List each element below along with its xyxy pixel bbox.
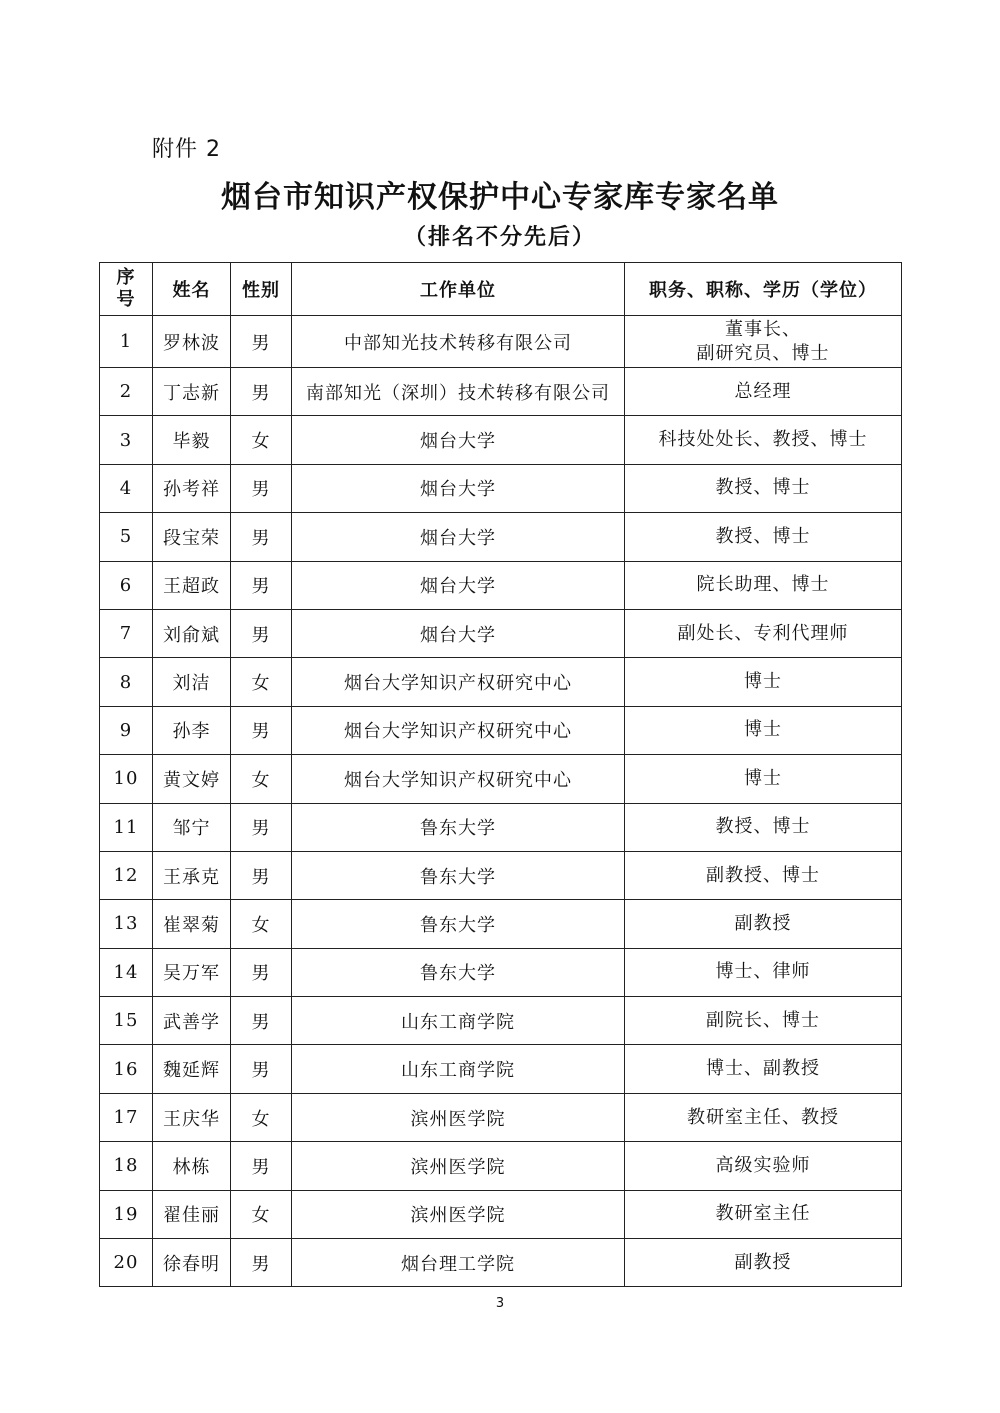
name-cell: 孙李 (153, 706, 231, 754)
name-cell: 崔翠菊 (153, 900, 231, 948)
title-cell: 副处长、专利代理师 (625, 609, 902, 657)
gender-cell: 女 (231, 416, 292, 464)
workplace-cell: 滨州医学院 (292, 1190, 625, 1238)
name-cell: 刘俞斌 (153, 609, 231, 657)
table-row (100, 1239, 902, 1287)
seq-cell: 5 (100, 513, 153, 561)
title-cell: 教授、博士 (625, 513, 902, 561)
seq-cell: 14 (100, 948, 153, 996)
title-cell: 博士 (625, 706, 902, 754)
gender-cell: 男 (231, 316, 292, 368)
title-cell: 博士、律师 (625, 948, 902, 996)
seq-cell: 17 (100, 1093, 153, 1141)
table-row (100, 316, 902, 368)
workplace-cell: 滨州医学院 (292, 1093, 625, 1141)
name-cell: 黄文婷 (153, 755, 231, 803)
title-cell: 高级实验师 (625, 1142, 902, 1190)
gender-cell: 男 (231, 997, 292, 1045)
gender-cell: 女 (231, 658, 292, 706)
table-row (100, 368, 902, 416)
table-row (100, 416, 902, 464)
header-title: 职务、职称、学历（学位） (625, 263, 902, 316)
table-row (100, 561, 902, 609)
seq-cell: 12 (100, 851, 153, 899)
title-cell: 教授、博士 (625, 803, 902, 851)
name-cell: 王承克 (153, 851, 231, 899)
workplace-cell: 鲁东大学 (292, 948, 625, 996)
table-body (100, 316, 902, 1287)
seq-cell: 3 (100, 416, 153, 464)
table-row (100, 706, 902, 754)
gender-cell: 男 (231, 464, 292, 512)
gender-cell: 男 (231, 803, 292, 851)
header-workplace: 工作单位 (292, 263, 625, 316)
seq-cell: 15 (100, 997, 153, 1045)
table-row (100, 1142, 902, 1190)
name-cell: 武善学 (153, 997, 231, 1045)
title-cell: 科技处处长、教授、博士 (625, 416, 902, 464)
name-cell: 刘洁 (153, 658, 231, 706)
title-cell: 教研室主任 (625, 1190, 902, 1238)
seq-cell: 8 (100, 658, 153, 706)
workplace-cell: 中部知光技术转移有限公司 (292, 316, 625, 368)
table-row (100, 1045, 902, 1093)
gender-cell: 男 (231, 948, 292, 996)
gender-cell: 女 (231, 900, 292, 948)
title-cell: 院长助理、博士 (625, 561, 902, 609)
title-cell: 博士 (625, 658, 902, 706)
table-row (100, 803, 902, 851)
title-cell: 副院长、博士 (625, 997, 902, 1045)
workplace-cell: 烟台大学 (292, 609, 625, 657)
workplace-cell: 鲁东大学 (292, 851, 625, 899)
workplace-cell: 滨州医学院 (292, 1142, 625, 1190)
name-cell: 徐春明 (153, 1239, 231, 1287)
table-row (100, 851, 902, 899)
table-header-row (100, 263, 902, 316)
name-cell: 翟佳丽 (153, 1190, 231, 1238)
header-gender: 性别 (231, 263, 292, 316)
title-cell: 教研室主任、教授 (625, 1093, 902, 1141)
gender-cell: 女 (231, 1093, 292, 1141)
table-row (100, 948, 902, 996)
seq-cell: 2 (100, 368, 153, 416)
name-cell: 毕毅 (153, 416, 231, 464)
name-cell: 王超政 (153, 561, 231, 609)
page-number: 3 (495, 1296, 505, 1311)
seq-cell: 4 (100, 464, 153, 512)
seq-cell: 7 (100, 609, 153, 657)
seq-cell: 19 (100, 1190, 153, 1238)
table-row (100, 658, 902, 706)
title-cell: 副教授、博士 (625, 851, 902, 899)
gender-cell: 男 (231, 609, 292, 657)
table-row (100, 1093, 902, 1141)
name-cell: 丁志新 (153, 368, 231, 416)
gender-cell: 女 (231, 1190, 292, 1238)
seq-cell: 18 (100, 1142, 153, 1190)
name-cell: 段宝荣 (153, 513, 231, 561)
gender-cell: 男 (231, 1239, 292, 1287)
gender-cell: 男 (231, 1045, 292, 1093)
workplace-cell: 烟台大学 (292, 416, 625, 464)
table-row (100, 1190, 902, 1238)
title-cell: 副教授 (625, 900, 902, 948)
title-cell: 博士、副教授 (625, 1045, 902, 1093)
workplace-cell: 山东工商学院 (292, 1045, 625, 1093)
gender-cell: 男 (231, 368, 292, 416)
table-row (100, 900, 902, 948)
title-cell: 董事长、 副研究员、博士 (625, 316, 902, 368)
name-cell: 王庆华 (153, 1093, 231, 1141)
workplace-cell: 烟台大学 (292, 513, 625, 561)
table-row (100, 997, 902, 1045)
workplace-cell: 南部知光（深圳）技术转移有限公司 (292, 368, 625, 416)
header-name: 姓名 (153, 263, 231, 316)
title-cell: 博士 (625, 755, 902, 803)
seq-cell: 11 (100, 803, 153, 851)
seq-cell: 20 (100, 1239, 153, 1287)
seq-cell: 16 (100, 1045, 153, 1093)
title-cell: 副教授 (625, 1239, 902, 1287)
workplace-cell: 烟台理工学院 (292, 1239, 625, 1287)
name-cell: 林栋 (153, 1142, 231, 1190)
name-cell: 吴万军 (153, 948, 231, 996)
seq-cell: 1 (100, 316, 153, 368)
workplace-cell: 烟台大学知识产权研究中心 (292, 658, 625, 706)
workplace-cell: 烟台大学知识产权研究中心 (292, 755, 625, 803)
gender-cell: 男 (231, 1142, 292, 1190)
header-seq: 序 号 (100, 263, 153, 316)
workplace-cell: 烟台大学 (292, 464, 625, 512)
gender-cell: 女 (231, 755, 292, 803)
workplace-cell: 烟台大学 (292, 561, 625, 609)
gender-cell: 男 (231, 851, 292, 899)
seq-cell: 13 (100, 900, 153, 948)
table-row (100, 609, 902, 657)
name-cell: 罗林波 (153, 316, 231, 368)
name-cell: 魏延辉 (153, 1045, 231, 1093)
seq-cell: 10 (100, 755, 153, 803)
document-subtitle: （排名不分先后） (403, 225, 596, 250)
gender-cell: 男 (231, 706, 292, 754)
gender-cell: 男 (231, 561, 292, 609)
seq-cell: 6 (100, 561, 153, 609)
seq-cell: 9 (100, 706, 153, 754)
table-row (100, 513, 902, 561)
table-row (100, 464, 902, 512)
workplace-cell: 烟台大学知识产权研究中心 (292, 706, 625, 754)
name-cell: 孙考祥 (153, 464, 231, 512)
document-title: 烟台市知识产权保护中心专家库专家名单 (221, 180, 779, 215)
table-row (100, 755, 902, 803)
workplace-cell: 鲁东大学 (292, 900, 625, 948)
title-cell: 教授、博士 (625, 464, 902, 512)
name-cell: 邹宁 (153, 803, 231, 851)
expert-roster-table (99, 262, 902, 1287)
gender-cell: 男 (231, 513, 292, 561)
attachment-label: 附件 2 (152, 137, 221, 162)
workplace-cell: 山东工商学院 (292, 997, 625, 1045)
title-cell: 总经理 (625, 368, 902, 416)
workplace-cell: 鲁东大学 (292, 803, 625, 851)
